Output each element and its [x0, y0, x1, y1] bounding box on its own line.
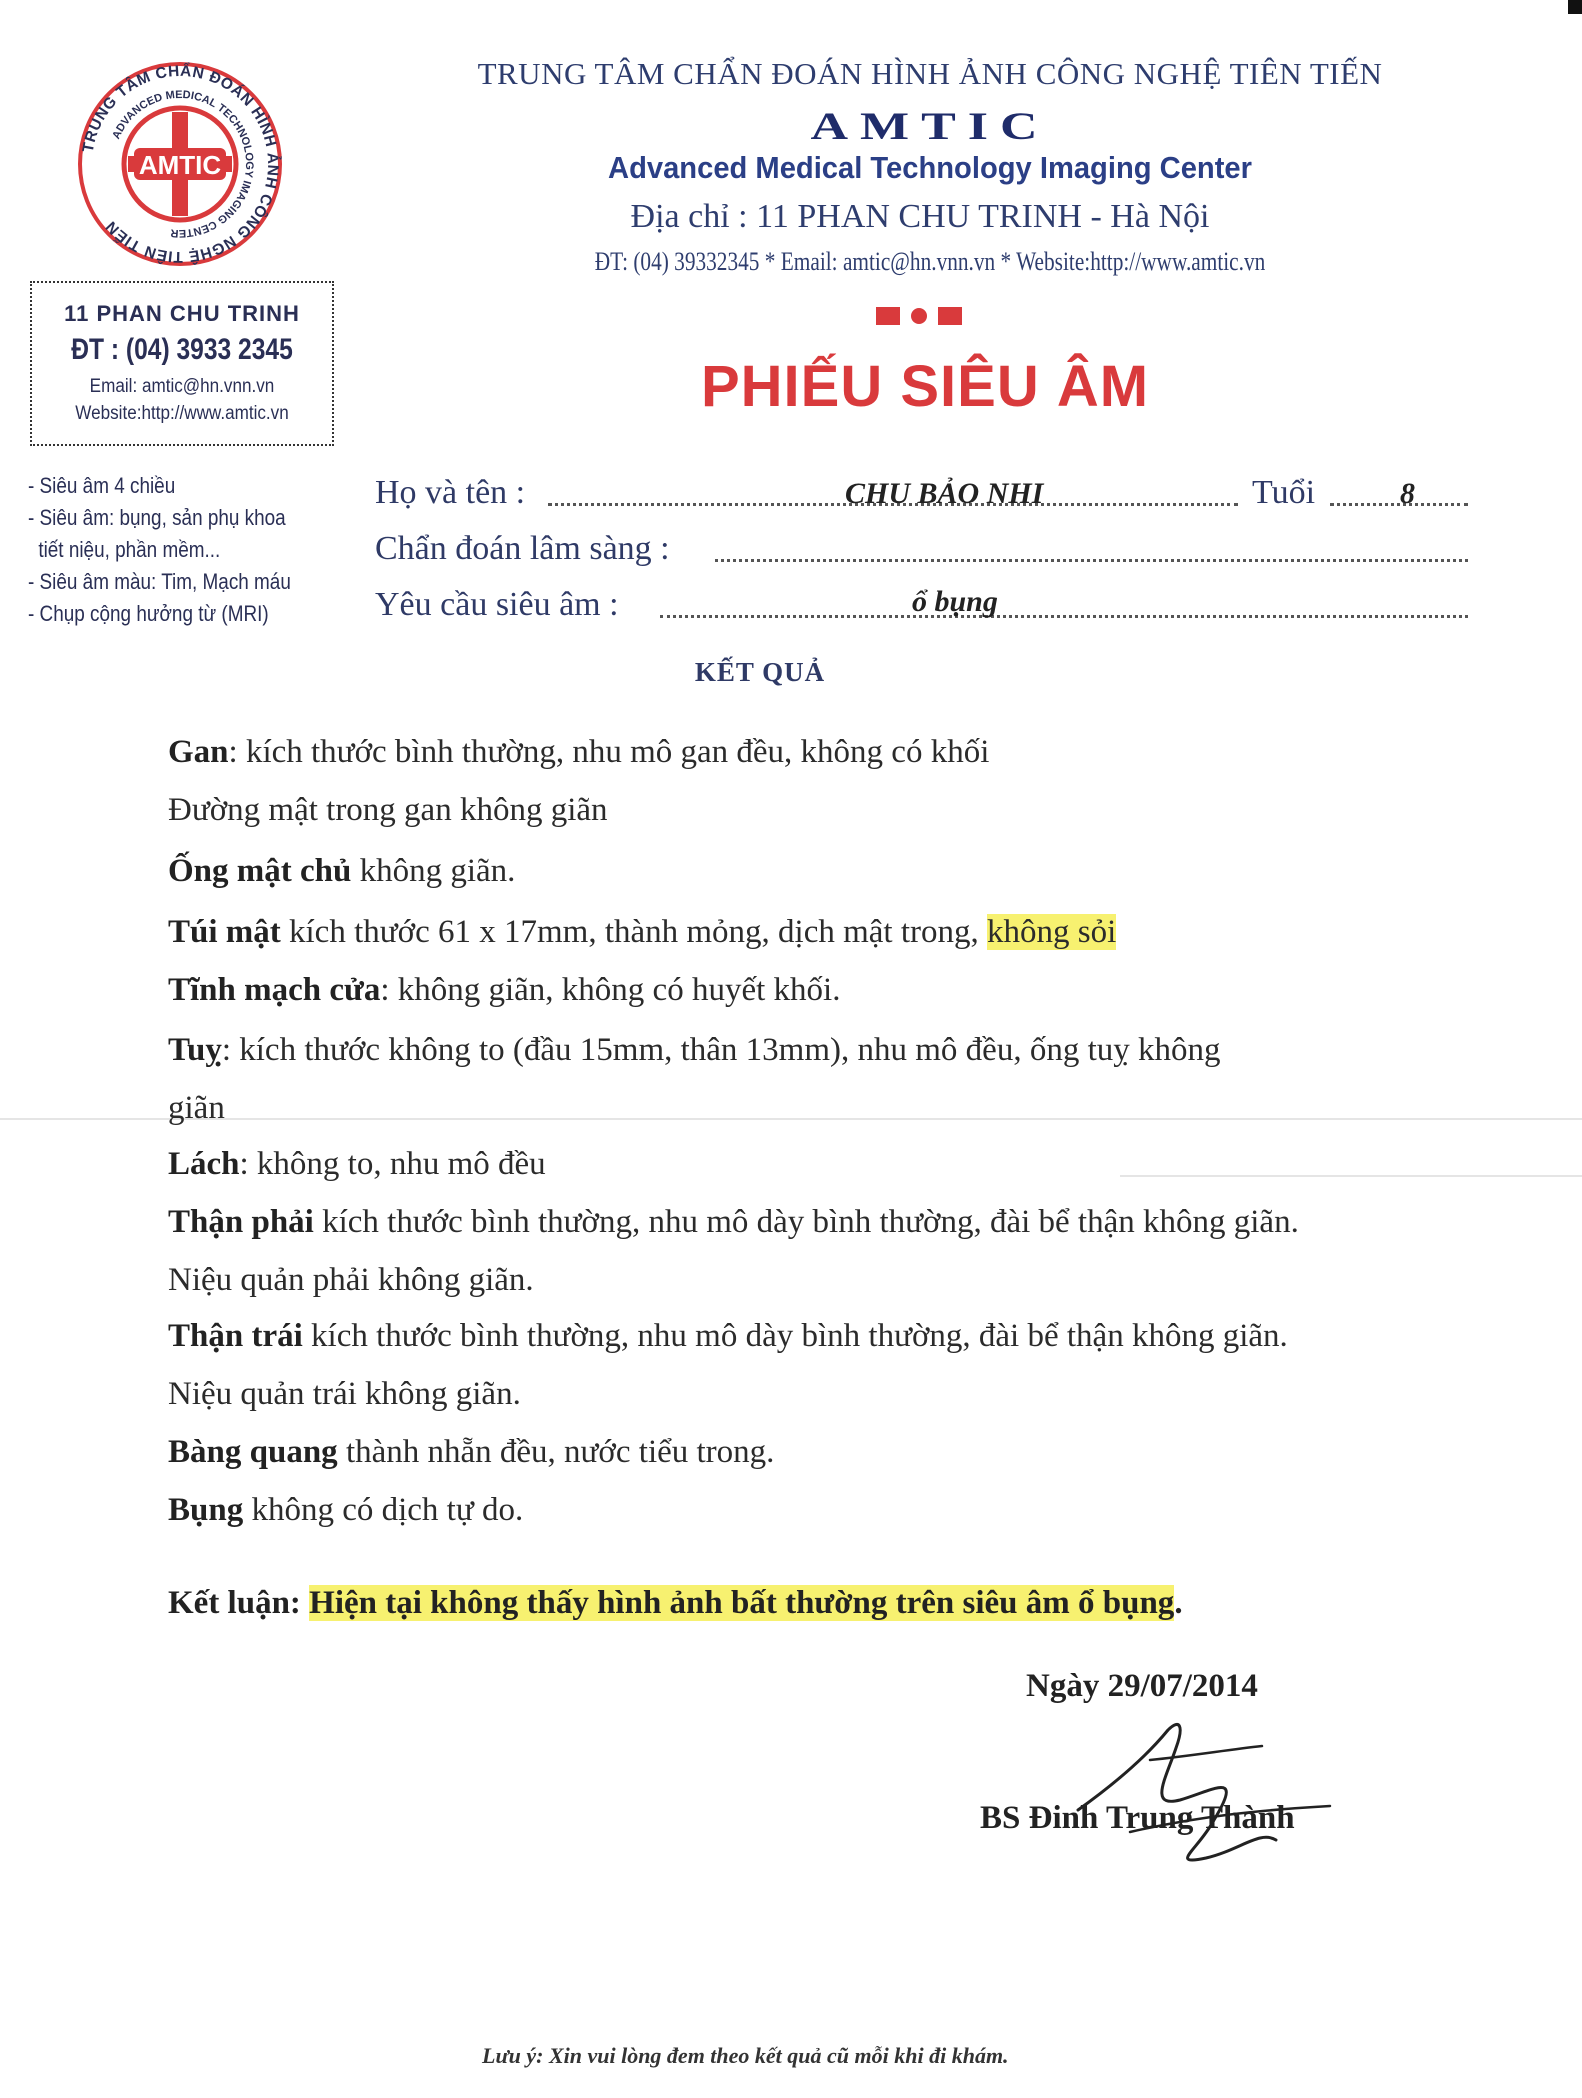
result-term: Tuỵ: [168, 1032, 222, 1068]
doctor-name: BS Đinh Trung Thành: [980, 1800, 1295, 1836]
result-text: : kích thước bình thường, nhu mô gan đều, không có khối: [228, 734, 990, 770]
infobox-street: 11 PHAN CHU TRINH: [64, 301, 300, 326]
result-line: [168, 734, 989, 771]
request-label: Yêu cầu siêu âm :: [375, 586, 619, 623]
result-term: Bụng: [168, 1492, 244, 1528]
services-list: [28, 470, 348, 630]
logo-inner-ring-text: ADVANCED MEDICAL TECHNOLOGY IMAGING CENTER: [110, 88, 256, 240]
result-line: [168, 1090, 225, 1127]
conclusion-end: .: [1174, 1585, 1183, 1621]
result-line: [168, 1376, 521, 1413]
result-text: Niệu quản phải không giãn.: [168, 1262, 534, 1298]
header-ornament: [876, 305, 962, 327]
patient-name: CHU BẢO NHI: [845, 477, 1044, 510]
result-text: Đường mật trong gan không giãn: [168, 792, 608, 828]
english-name: Advanced Medical Technology Imaging Center: [608, 150, 1252, 185]
result-line: [168, 914, 1116, 951]
logo-ring-text: TRUNG TÂM CHẨN ĐOÁN HÌNH ẢNH CÔNG NGHỆ TIÊN TIẾN: [79, 62, 282, 266]
result-line: [168, 1434, 774, 1471]
doctor-signature: [1030, 1690, 1350, 1870]
diagnosis-label: Chẩn đoán lâm sàng :: [375, 530, 670, 567]
conclusion: [168, 1585, 1183, 1622]
service-item: - Siêu âm: bụng, sản phụ khoa: [28, 505, 286, 530]
result-text: thành nhẵn đều, nước tiểu trong.: [337, 1434, 775, 1470]
result-term: Lách: [168, 1146, 240, 1182]
result-text: : kích thước không to (đầu 15mm, thân 13mm), nhu mô đều, ống tuỵ không: [221, 1032, 1221, 1068]
conclusion-text: Hiện tại không thấy hình ảnh bất thường trên siêu âm ổ bụng: [309, 1585, 1175, 1621]
infobox-email: Email: amtic@hn.vnn.vn: [89, 376, 275, 397]
result-term: Thận trái: [168, 1318, 303, 1354]
result-text: Niệu quản trái không giãn.: [168, 1376, 521, 1412]
center-name: TRUNG TÂM CHẨN ĐOÁN HÌNH ẢNH CÔNG NGHỆ TIÊN TIẾN: [477, 56, 1383, 91]
conclusion-label: Kết luận:: [168, 1585, 301, 1621]
contact-line: ĐT: (04) 39332345 * Email: amtic@hn.vnn.vn * Website:http://www.amtic.vn: [594, 247, 1266, 276]
result-term: Túi mật: [168, 914, 281, 950]
result-term: Ống mật chủ: [168, 853, 352, 889]
result-term: Thận phải: [168, 1204, 314, 1240]
amtic-logo: [74, 58, 286, 270]
result-line: [168, 792, 608, 829]
result-line: [168, 853, 515, 890]
service-item: - Chụp cộng hưởng từ (MRI): [28, 601, 269, 626]
scan-corner-mark: [1568, 0, 1582, 14]
result-text: kích thước 61 x 17mm, thành mỏng, dịch mật trong,: [280, 914, 988, 950]
results-heading: KẾT QUẢ: [694, 657, 826, 687]
brand-name: AMTIC: [810, 105, 1050, 148]
result-line: [168, 972, 840, 1009]
report-date: Ngày 29/07/2014: [1026, 1668, 1258, 1704]
result-line: [168, 1032, 1221, 1069]
paper-fold-line: [0, 1118, 1582, 1120]
result-line: [168, 1204, 1299, 1241]
age-label: Tuổi: [1252, 474, 1316, 511]
result-text: : không to, nhu mô đều: [239, 1146, 546, 1182]
result-text: không giãn.: [351, 853, 516, 889]
result-line: [168, 1146, 546, 1183]
infobox-phone: ĐT : (04) 3933 2345: [71, 333, 293, 366]
result-text: giãn: [168, 1090, 225, 1126]
service-item: tiết niệu, phần mềm...: [38, 537, 221, 562]
infobox-website: Website:http://www.amtic.vn: [75, 403, 289, 424]
service-item: - Siêu âm 4 chiều: [28, 473, 176, 498]
document-title: PHIẾU SIÊU ÂM: [700, 354, 1150, 419]
result-line: [168, 1318, 1288, 1355]
result-text: kích thước bình thường, nhu mô dày bình thường, đài bể thận không giãn.: [302, 1318, 1288, 1354]
result-text: : không giãn, không có huyết khối.: [380, 972, 841, 1008]
diagnosis-dotted-line: [715, 559, 1468, 562]
service-item: - Siêu âm màu: Tim, Mạch máu: [28, 569, 291, 594]
contact-info-box: [30, 281, 334, 446]
result-text: không có dịch tự do.: [243, 1492, 524, 1528]
result-term: Gan: [168, 734, 229, 770]
logo-badge-text: AMTIC: [138, 150, 222, 180]
footer-note: Lưu ý: Xin vui lòng đem theo kết quả cũ mỗi khi đi khám.: [482, 2043, 1009, 2068]
request-value: ổ bụng: [912, 585, 998, 618]
age-dotted-line: [1330, 503, 1468, 506]
highlighted-finding: không sỏi: [987, 914, 1117, 950]
result-line: [168, 1492, 523, 1529]
paper-fold-line: [1120, 1175, 1582, 1177]
result-term: Bàng quang: [168, 1434, 338, 1470]
name-label: Họ và tên :: [375, 474, 526, 511]
result-line: [168, 1262, 534, 1299]
result-text: kích thước bình thường, nhu mô dày bình thường, đài bể thận không giãn.: [313, 1204, 1299, 1240]
patient-age: 8: [1400, 477, 1415, 510]
request-dotted-line: [660, 615, 1468, 618]
result-term: Tĩnh mạch cửa: [168, 972, 381, 1008]
address: Địa chỉ : 11 PHAN CHU TRINH - Hà Nội: [630, 198, 1210, 235]
